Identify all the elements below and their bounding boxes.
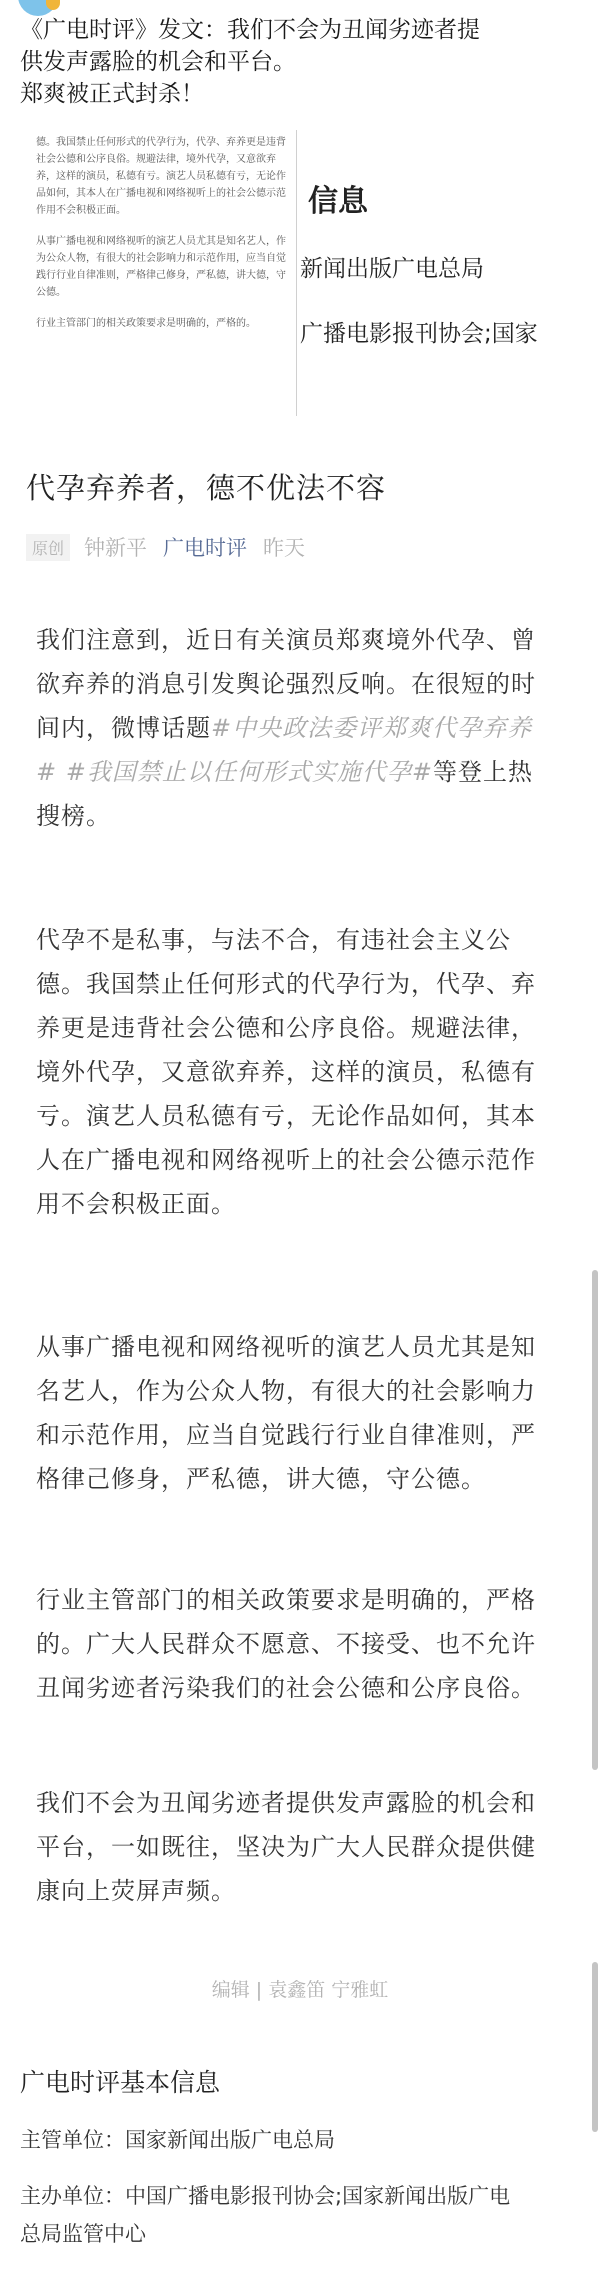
text-line: 人在广播电视和网络视听上的社会公德示范作 xyxy=(36,1146,536,1174)
hashtag-link[interactable]: #中央政法委评郑爽代孕弃养 xyxy=(211,714,533,742)
original-badge: 原创 xyxy=(26,534,70,561)
text-line: 名艺人，作为公众人物，有很大的社会影响力 xyxy=(36,1377,536,1405)
text-line: 总局监管中心 xyxy=(20,2222,146,2246)
info-line-supervisor xyxy=(20,2121,580,2159)
divider xyxy=(296,130,297,416)
text-line: 我们不会为丑闻劣迹者提供发声露脸的机会和 xyxy=(36,1789,536,1817)
author-name: 钟新平 xyxy=(84,536,148,560)
scrollbar-thumb[interactable] xyxy=(592,1270,598,1770)
paragraph xyxy=(36,1578,576,1710)
text-line: 用不会积极正面。 xyxy=(36,1190,236,1218)
post-caption-line: 《广电时评》发文：我们不会为丑闻劣迹者提 xyxy=(20,17,480,43)
text-line: 主办单位：中国广播电影报刊协会;国家新闻出版广电 xyxy=(20,2184,511,2208)
text-line: 亏。演艺人员私德有亏，无论作品如何，其本 xyxy=(36,1102,536,1130)
post-caption-line: 供发声露脸的机会和平台。 xyxy=(20,49,296,75)
info-title: 广电时评基本信息 xyxy=(20,2068,221,2097)
post-header xyxy=(0,0,600,130)
text-line: 主管单位：国家新闻出版广电总局 xyxy=(20,2128,335,2152)
text-line: 养更是违背社会公德和公序良俗。规避法律， xyxy=(36,1014,536,1042)
text-line xyxy=(36,750,576,794)
account-link[interactable]: 广电时评 xyxy=(163,536,248,560)
scrollbar-thumb[interactable] xyxy=(592,1962,598,2132)
embedded-screenshot[interactable] xyxy=(0,130,600,420)
editor-credit: 编辑 | 袁鑫笛 宁雅虹 xyxy=(211,1979,389,2001)
text-line: 欲弃养的消息引发舆论强烈反响。在很短的时 xyxy=(36,670,536,698)
post-caption xyxy=(20,14,585,110)
text-line: 搜榜。 xyxy=(36,802,111,830)
publish-time: 昨天 xyxy=(263,536,306,560)
article-title: 代孕弃养者，德不优法不容 xyxy=(26,471,387,505)
text-line: 行业主管部门的相关政策要求是明确的，严格 xyxy=(36,1586,536,1614)
paragraph xyxy=(36,918,576,1226)
mini-paragraph: 行业主管部门的相关政策要求是明确的，严格的。 xyxy=(36,318,256,329)
article-meta xyxy=(26,532,305,562)
hashtag-link[interactable]: # #我国禁止以任何形式实施代孕# xyxy=(36,758,433,786)
text-span: 间内，微博话题 xyxy=(36,714,211,742)
text-line: 和示范作用，应当自觉践行行业自律准则，严 xyxy=(36,1421,536,1449)
post-caption-line: 郑爽被正式封杀！ xyxy=(20,81,204,107)
text-line: 格律己修身，严私德，讲大德，守公德。 xyxy=(36,1465,486,1493)
text-line: 平台，一如既往，坚决为广大人民群众提供健 xyxy=(36,1833,536,1861)
text-line: 境外代孕，又意欲弃养，这样的演员，私德有 xyxy=(36,1058,536,1086)
text-line: 的。广大人民群众不愿意、不接受、也不允许 xyxy=(36,1630,536,1658)
mini-paragraph: 德。我国禁止任何形式的代孕行为，代孕、弃养更是违背社会公德和公序良俗。规避法律，境外代孕，又意欲弃养，这样的演员，私德有亏。演艺人员私德有亏，无论作品如何，其本人在广播电视和网络视听上的社会公德示范作用不会积极正面。 xyxy=(36,137,286,216)
verified-badge-icon xyxy=(46,0,60,10)
text-line xyxy=(36,706,576,750)
mini-article-preview xyxy=(36,134,292,416)
paragraph xyxy=(36,618,576,838)
card-line: 广播电影报刊协会;国家 xyxy=(300,321,538,347)
card-line: 新闻出版广电总局 xyxy=(300,256,484,282)
text-line: 德。我国禁止任何形式的代孕行为，代孕、弃 xyxy=(36,970,536,998)
card-title: 信息 xyxy=(308,184,368,219)
paragraph xyxy=(36,1781,576,1913)
text-line: 我们注意到，近日有关演员郑爽境外代孕、曾 xyxy=(36,626,536,654)
text-line: 代孕不是私事，与法不合，有违社会主义公 xyxy=(36,926,511,954)
info-line-organizer xyxy=(20,2177,580,2253)
mini-paragraph: 从事广播电视和网络视听的演艺人员尤其是知名艺人，作为公众人物，有很大的社会影响力和示范作用，应当自觉践行行业自律准则，严格律己修身，严私德，讲大德，守公德。 xyxy=(36,236,286,298)
text-span: 等登上热 xyxy=(432,758,533,786)
paragraph xyxy=(36,1325,576,1501)
text-line: 丑闻劣迹者污染我们的社会公德和公序良俗。 xyxy=(36,1674,536,1702)
text-line: 康向上荧屏声频。 xyxy=(36,1877,236,1905)
text-line: 从事广播电视和网络视听的演艺人员尤其是知 xyxy=(36,1333,536,1361)
